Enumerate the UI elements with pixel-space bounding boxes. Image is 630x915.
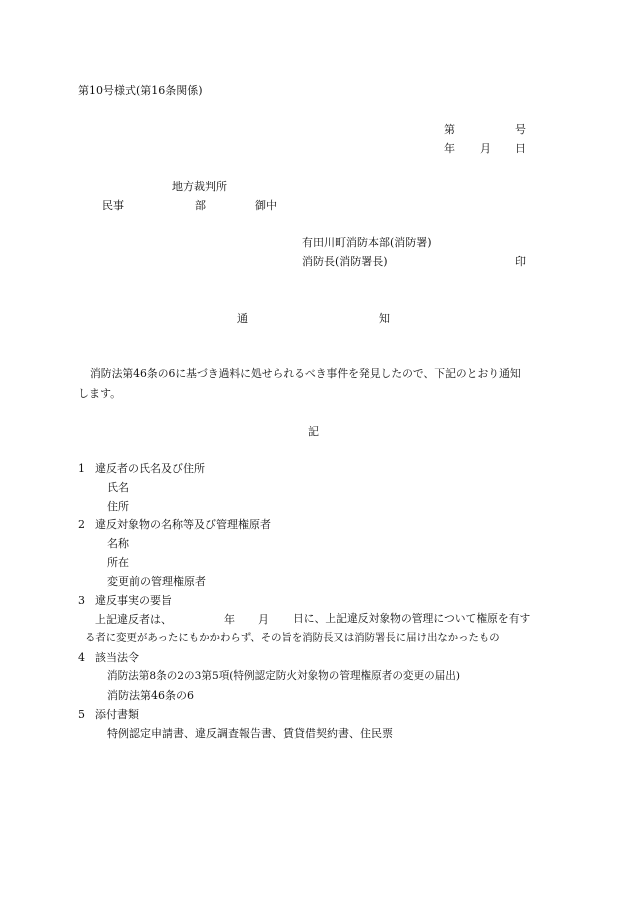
item-3-number: 3 xyxy=(78,594,85,607)
item-2-location-label: 所在 xyxy=(107,556,129,569)
ki-heading: 記 xyxy=(308,425,319,438)
sender-org: 有田川町消防本部(消防署) xyxy=(302,236,432,249)
item-3-month-label: 月 xyxy=(258,613,269,626)
item-3-title: 違反事実の要旨 xyxy=(95,594,172,607)
form-number: 第10号様式(第16条関係) xyxy=(78,84,203,97)
item-2-number: 2 xyxy=(78,518,85,531)
body-line-1: 消防法第46条の6に基づき過料に処せられるべき事件を発見したので、下記のとおり通知 xyxy=(90,367,521,380)
item-1-address-label: 住所 xyxy=(107,500,129,513)
doc-number-go: 号 xyxy=(515,123,526,136)
title-char-2: 知 xyxy=(379,312,390,325)
doc-number-dai: 第 xyxy=(444,123,455,136)
item-4-title: 該当法令 xyxy=(95,651,139,664)
item-1-title: 違反者の氏名及び住所 xyxy=(95,462,205,475)
item-3-day-text: 日に、上記違反対象物の管理について権原を有す xyxy=(293,612,531,625)
item-4-law-2: 消防法第46条の6 xyxy=(107,689,194,702)
item-3-violator-text: 上記違反者は、 xyxy=(95,613,172,626)
item-2-title: 違反対象物の名称等及び管理権原者 xyxy=(95,518,271,531)
seal-mark: 印 xyxy=(515,255,526,268)
item-3-fact-line-2: る者に変更があったにもかかわらず、その旨を消防長又は消防署長に届け出なかったもの xyxy=(85,632,500,644)
item-3-year-label: 年 xyxy=(224,613,235,626)
item-5-documents: 特例認定申請書、違反調査報告書、賃貸借契約書、住民票 xyxy=(107,727,393,740)
addressee-division: 部 xyxy=(195,199,206,212)
date-year: 年 xyxy=(444,142,455,155)
item-2-prev-owner-label: 変更前の管理権原者 xyxy=(107,575,206,588)
date-day: 日 xyxy=(515,142,526,155)
addressee-court: 地方裁判所 xyxy=(172,180,227,193)
addressee-civil: 民事 xyxy=(102,199,124,212)
body-line-2: します。 xyxy=(78,387,122,400)
date-month: 月 xyxy=(480,142,491,155)
title-char-1: 通 xyxy=(237,312,248,325)
item-1-number: 1 xyxy=(78,462,85,475)
item-2-name-label: 名称 xyxy=(107,537,129,550)
item-4-number: 4 xyxy=(78,651,85,664)
item-4-law-1: 消防法第8条の2の3第5項(特例認定防火対象物の管理権原者の変更の届出) xyxy=(107,670,461,682)
addressee-gochu: 御中 xyxy=(255,199,277,212)
item-5-number: 5 xyxy=(78,708,85,721)
item-1-name-label: 氏名 xyxy=(107,481,129,494)
item-5-title: 添付書類 xyxy=(95,708,139,721)
sender-chief: 消防長(消防署長) xyxy=(302,255,388,268)
